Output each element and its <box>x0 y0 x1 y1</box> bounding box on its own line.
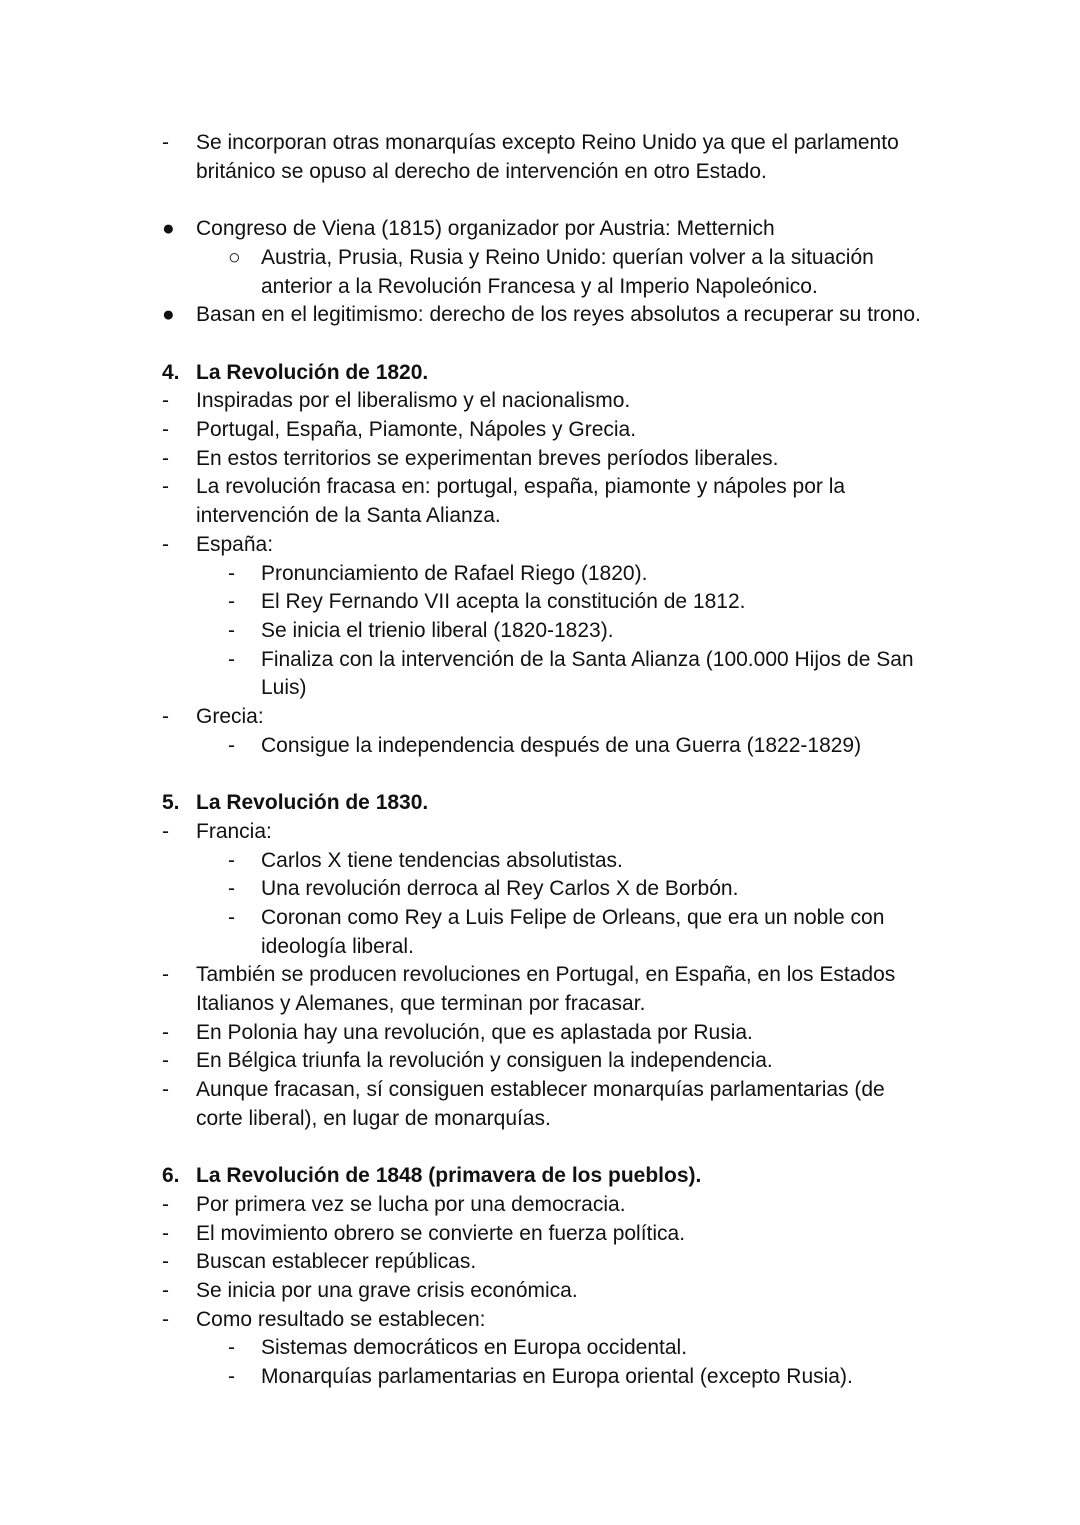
sub-list-item <box>0 1363 1080 1392</box>
dash-marker: - <box>162 1279 169 1303</box>
list-item <box>0 1306 1080 1335</box>
list-item <box>0 1076 1080 1133</box>
text-line: Consigue la independencia después de una Guerra (1822-1829) <box>261 733 862 757</box>
dash-marker: - <box>162 1307 169 1331</box>
dash-marker: - <box>162 1250 169 1274</box>
text-line: Monarquías parlamentarias en Europa oriental (excepto Rusia). <box>261 1365 853 1389</box>
text-line: británico se opuso al derecho de intervención en otro Estado. <box>196 159 767 183</box>
list-item <box>0 416 1080 445</box>
list-item <box>0 387 1080 416</box>
text-line: El Rey Fernando VII acepta la constitución de 1812. <box>261 590 746 614</box>
text-line: Carlos X tiene tendencias absolutistas. <box>261 848 623 872</box>
section-number: 5. <box>162 791 180 815</box>
text-line: Como resultado se establecen: <box>196 1307 486 1331</box>
dash-marker: - <box>228 1336 235 1360</box>
list-item <box>0 1019 1080 1048</box>
text-line: corte liberal), en lugar de monarquías. <box>196 1106 551 1130</box>
text-line: La revolución fracasa en: portugal, españa, piamonte y nápoles por la <box>196 475 846 499</box>
dash-marker: - <box>162 819 169 843</box>
text-line: España: <box>196 532 274 556</box>
list-item <box>0 215 1080 244</box>
text-line: La Revolución de 1848 (primavera de los pueblos). <box>196 1164 702 1188</box>
text-line: Buscan establecer repúblicas. <box>196 1250 477 1274</box>
list-item <box>0 301 1080 330</box>
text-line: Se inicia por una grave crisis económica. <box>196 1279 578 1303</box>
section-number: 6. <box>162 1164 180 1188</box>
dash-marker: - <box>228 561 235 585</box>
sub-list-item <box>0 1334 1080 1363</box>
text-line: anterior a la Revolución Francesa y al Imperio Napoleónico. <box>261 274 818 298</box>
text-line: En Polonia hay una revolución, que es aplastada por Rusia. <box>196 1020 753 1044</box>
text-line: Finaliza con la intervención de la Santa Alianza (100.000 Hijos de San <box>261 647 914 671</box>
dash-marker: - <box>162 532 169 556</box>
text-line: Se incorporan otras monarquías excepto Reino Unido ya que el parlamento <box>196 131 899 154</box>
dash-marker: - <box>228 733 235 757</box>
dash-marker: - <box>162 131 169 154</box>
sub-list-item <box>0 875 1080 904</box>
text-line: Congreso de Viena (1815) organizador por Austria: Metternich <box>196 217 775 241</box>
dash-marker: - <box>162 963 169 987</box>
document-body <box>0 129 1080 1392</box>
text-line: El movimiento obrero se convierte en fuerza política. <box>196 1221 686 1245</box>
blank-line <box>0 186 1080 215</box>
blank-line <box>0 330 1080 359</box>
dash-marker: - <box>228 618 235 642</box>
text-line: Basan en el legitimismo: derecho de los reyes absolutos a recuperar su trono. <box>196 303 921 327</box>
dash-marker: - <box>162 418 169 441</box>
list-item <box>0 703 1080 732</box>
text-line: Aunque fracasan, sí consiguen establecer monarquías parlamentarias (de <box>196 1078 885 1102</box>
list-item <box>0 1191 1080 1220</box>
text-line: Coronan como Rey a Luis Felipe de Orleans, que era un noble con <box>261 905 885 929</box>
sub-list-item <box>0 244 1080 301</box>
dash-marker: - <box>162 1049 169 1073</box>
text-line: Se inicia el trienio liberal (1820-1823). <box>261 618 614 642</box>
sub-list-item <box>0 732 1080 761</box>
text-line: La Revolución de 1830. <box>196 791 429 815</box>
dash-marker: - <box>162 475 169 499</box>
dash-marker: - <box>228 647 235 671</box>
text-line: En Bélgica triunfa la revolución y consiguen la independencia. <box>196 1049 773 1073</box>
text-line: Luis) <box>261 676 307 700</box>
section-number: 4. <box>162 360 180 384</box>
dash-marker: - <box>228 848 235 872</box>
text-line: Inspiradas por el liberalismo y el nacionalismo. <box>196 389 631 413</box>
dash-marker: - <box>162 1078 169 1102</box>
text-line: intervención de la Santa Alianza. <box>196 504 501 528</box>
text-line: Grecia: <box>196 705 264 729</box>
dash-marker: - <box>162 1020 169 1044</box>
dash-marker: - <box>162 1192 169 1216</box>
sub-list-item <box>0 617 1080 646</box>
text-line: ideología liberal. <box>261 934 414 958</box>
dash-marker: - <box>228 905 235 929</box>
blank-line <box>0 1134 1080 1163</box>
blank-line <box>0 760 1080 789</box>
text-line: También se producen revoluciones en Portugal, en España, en los Estados <box>196 963 896 987</box>
list-item <box>0 1047 1080 1076</box>
text-line: Una revolución derroca al Rey Carlos X de Borbón. <box>261 877 739 901</box>
list-item <box>0 818 1080 847</box>
bullet-icon: ● <box>162 217 175 241</box>
sub-list-item <box>0 847 1080 876</box>
dash-marker: - <box>162 705 169 729</box>
text-line: Por primera vez se lucha por una democracia. <box>196 1192 626 1216</box>
dash-marker: - <box>228 590 235 614</box>
section-heading <box>0 789 1080 818</box>
list-item <box>0 1248 1080 1277</box>
section-heading <box>0 359 1080 388</box>
list-item <box>0 1277 1080 1306</box>
dash-marker: - <box>162 1221 169 1245</box>
list-item <box>0 961 1080 1018</box>
bullet-icon: ● <box>162 303 175 327</box>
sub-list-item <box>0 904 1080 961</box>
text-line: Pronunciamiento de Rafael Riego (1820). <box>261 561 648 585</box>
text-line: Italianos y Alemanes, que terminan por fracasar. <box>196 992 646 1016</box>
dash-marker: - <box>228 877 235 901</box>
list-item <box>0 129 1080 186</box>
list-item <box>0 531 1080 560</box>
sub-list-item <box>0 560 1080 589</box>
circle-bullet-icon: ○ <box>228 245 241 269</box>
sub-list-item <box>0 646 1080 703</box>
list-item <box>0 445 1080 474</box>
dash-marker: - <box>228 1365 235 1389</box>
dash-marker: - <box>162 389 169 413</box>
text-line: Austria, Prusia, Rusia y Reino Unido: querían volver a la situación <box>261 245 874 269</box>
list-item <box>0 1220 1080 1249</box>
text-line: Portugal, España, Piamonte, Nápoles y Grecia. <box>196 418 637 441</box>
text-line: Sistemas democráticos en Europa occidental. <box>261 1336 688 1360</box>
sub-list-item <box>0 588 1080 617</box>
text-line: En estos territorios se experimentan breves períodos liberales. <box>196 446 779 470</box>
dash-marker: - <box>162 446 169 470</box>
text-line: La Revolución de 1820. <box>196 360 429 384</box>
text-line: Francia: <box>196 819 272 843</box>
section-heading <box>0 1162 1080 1191</box>
list-item <box>0 473 1080 530</box>
